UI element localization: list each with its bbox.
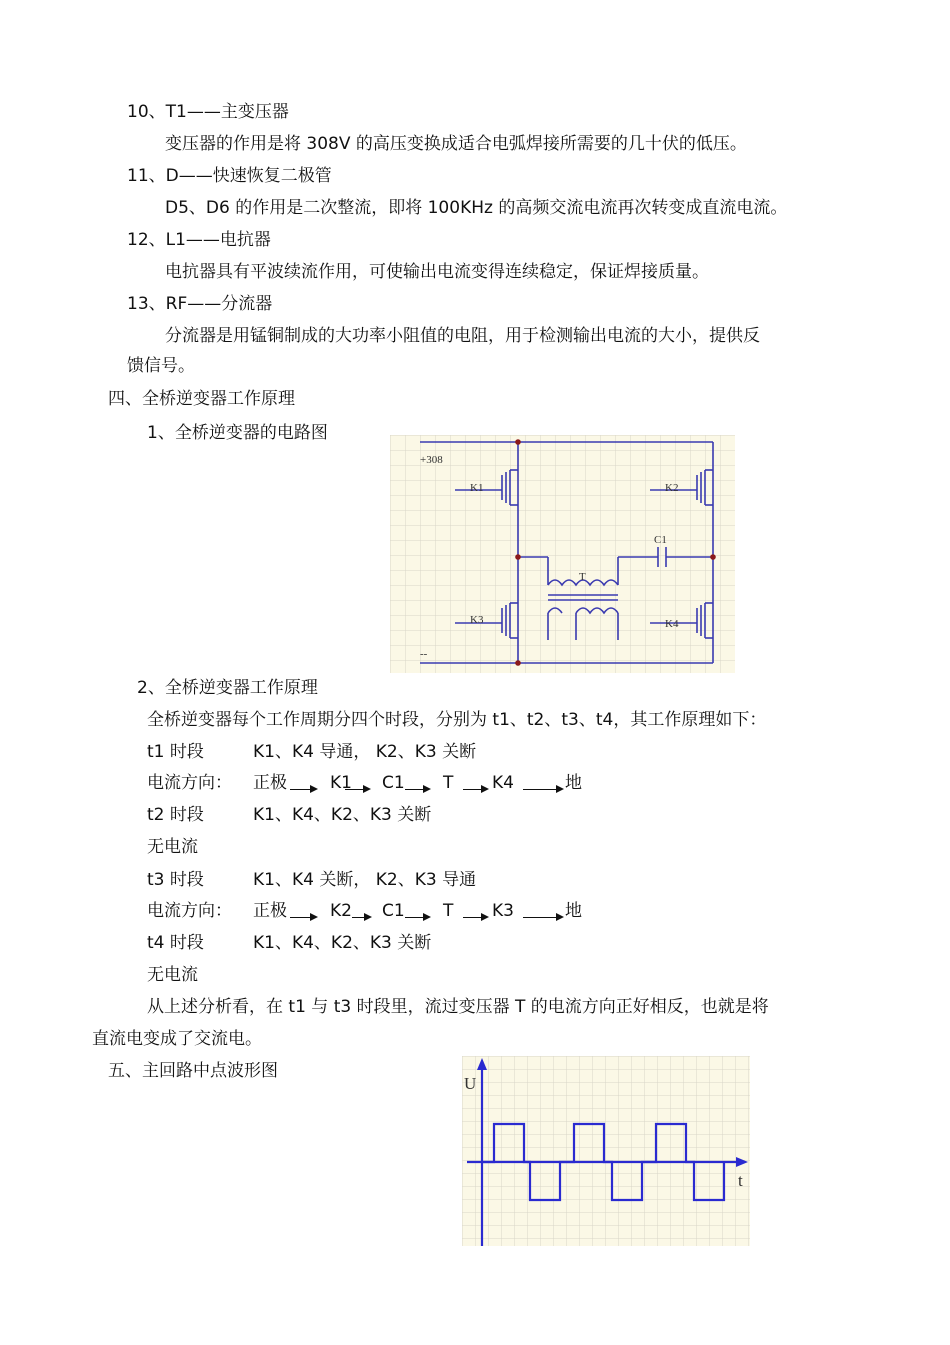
flow-2-label: 电流方向： [147, 901, 232, 921]
item-12-title: 12、L1——电抗器 [127, 230, 271, 250]
y-axis-label: U [464, 1074, 477, 1093]
t2-label: t2 时段 [147, 805, 204, 825]
section-4-intro: 全桥逆变器每个工作周期分四个时段，分别为 t1、t2、t3、t4，其工作原理如下： [147, 710, 767, 730]
section-4-sub-1: 1、全桥逆变器的电路图 [147, 423, 328, 443]
transformer-label: T [579, 571, 586, 583]
flow-1-node-5: 地 [565, 773, 582, 793]
conclusion-line-2: 直流电变成了交流电。 [92, 1029, 262, 1049]
minus-label: -- [420, 648, 428, 660]
t1-label: t1 时段 [147, 742, 204, 762]
section-5-title: 五、主回路中点波形图 [108, 1061, 278, 1081]
flow-1-label: 电流方向： [147, 773, 232, 793]
flow-1-node-3: T [443, 773, 454, 793]
t4-state: K1、K4、K2、K3 关断 [253, 933, 432, 953]
item-12-body: 电抗器具有平波续流作用，可使输出电流变得连续稳定，保证焊接质量。 [165, 262, 709, 282]
t3-label: t3 时段 [147, 870, 204, 890]
flow-1-node-4: K4 [492, 773, 514, 793]
t1-state: K1、K4 导通， K2、K3 关断 [253, 742, 477, 762]
full-bridge-circuit-diagram [390, 435, 735, 673]
item-13-title: 13、RF——分流器 [127, 294, 273, 314]
k4-label: K4 [665, 618, 679, 630]
t2-state: K1、K4、K2、K3 关断 [253, 805, 432, 825]
flow-2-node-5: 地 [565, 901, 582, 921]
flow-2-node-4: K3 [492, 901, 514, 921]
item-11-body: D5、D6 的作用是二次整流，即将 100KHz 的高频交流电流再次转变成直流电流。 [165, 198, 788, 218]
k3-label: K3 [470, 614, 484, 626]
section-4-sub-2: 2、全桥逆变器工作原理 [137, 678, 318, 698]
item-13-body-1: 分流器是用锰铜制成的大功率小阻值的电阻，用于检测输出电流的大小，提供反 [165, 326, 760, 346]
flow-2-node-0: 正极 [253, 901, 287, 921]
k2-label: K2 [665, 482, 679, 494]
voltage-label: +308 [420, 454, 443, 466]
flow-2-node-1: K2 [330, 901, 352, 921]
flow-2-node-3: T [443, 901, 454, 921]
item-13-body-2: 馈信号。 [127, 356, 195, 376]
flow-2-node-2: C1 [382, 901, 405, 921]
item-11-title: 11、D——快速恢复二极管 [127, 166, 332, 186]
c1-label: C1 [654, 534, 667, 546]
waveform-diagram [462, 1056, 750, 1246]
no-current-1: 无电流 [147, 837, 198, 857]
no-current-2: 无电流 [147, 965, 198, 985]
conclusion-line-1: 从上述分析看，在 t1 与 t3 时段里，流过变压器 T 的电流方向正好相反，也就是将 [147, 997, 769, 1017]
item-10-body: 变压器的作用是将 308V 的高压变换成适合电弧焊接所需要的几十伏的低压。 [165, 134, 747, 154]
t4-label: t4 时段 [147, 933, 204, 953]
flow-1-node-2: C1 [382, 773, 405, 793]
t3-state: K1、K4 关断， K2、K3 导通 [253, 870, 477, 890]
section-4-title: 四、全桥逆变器工作原理 [108, 389, 295, 409]
flow-1-node-1: K1 [330, 773, 352, 793]
flow-1-node-0: 正极 [253, 773, 287, 793]
item-10-title: 10、T1——主变压器 [127, 102, 289, 122]
k1-label: K1 [470, 482, 484, 494]
x-axis-label: t [738, 1171, 743, 1190]
